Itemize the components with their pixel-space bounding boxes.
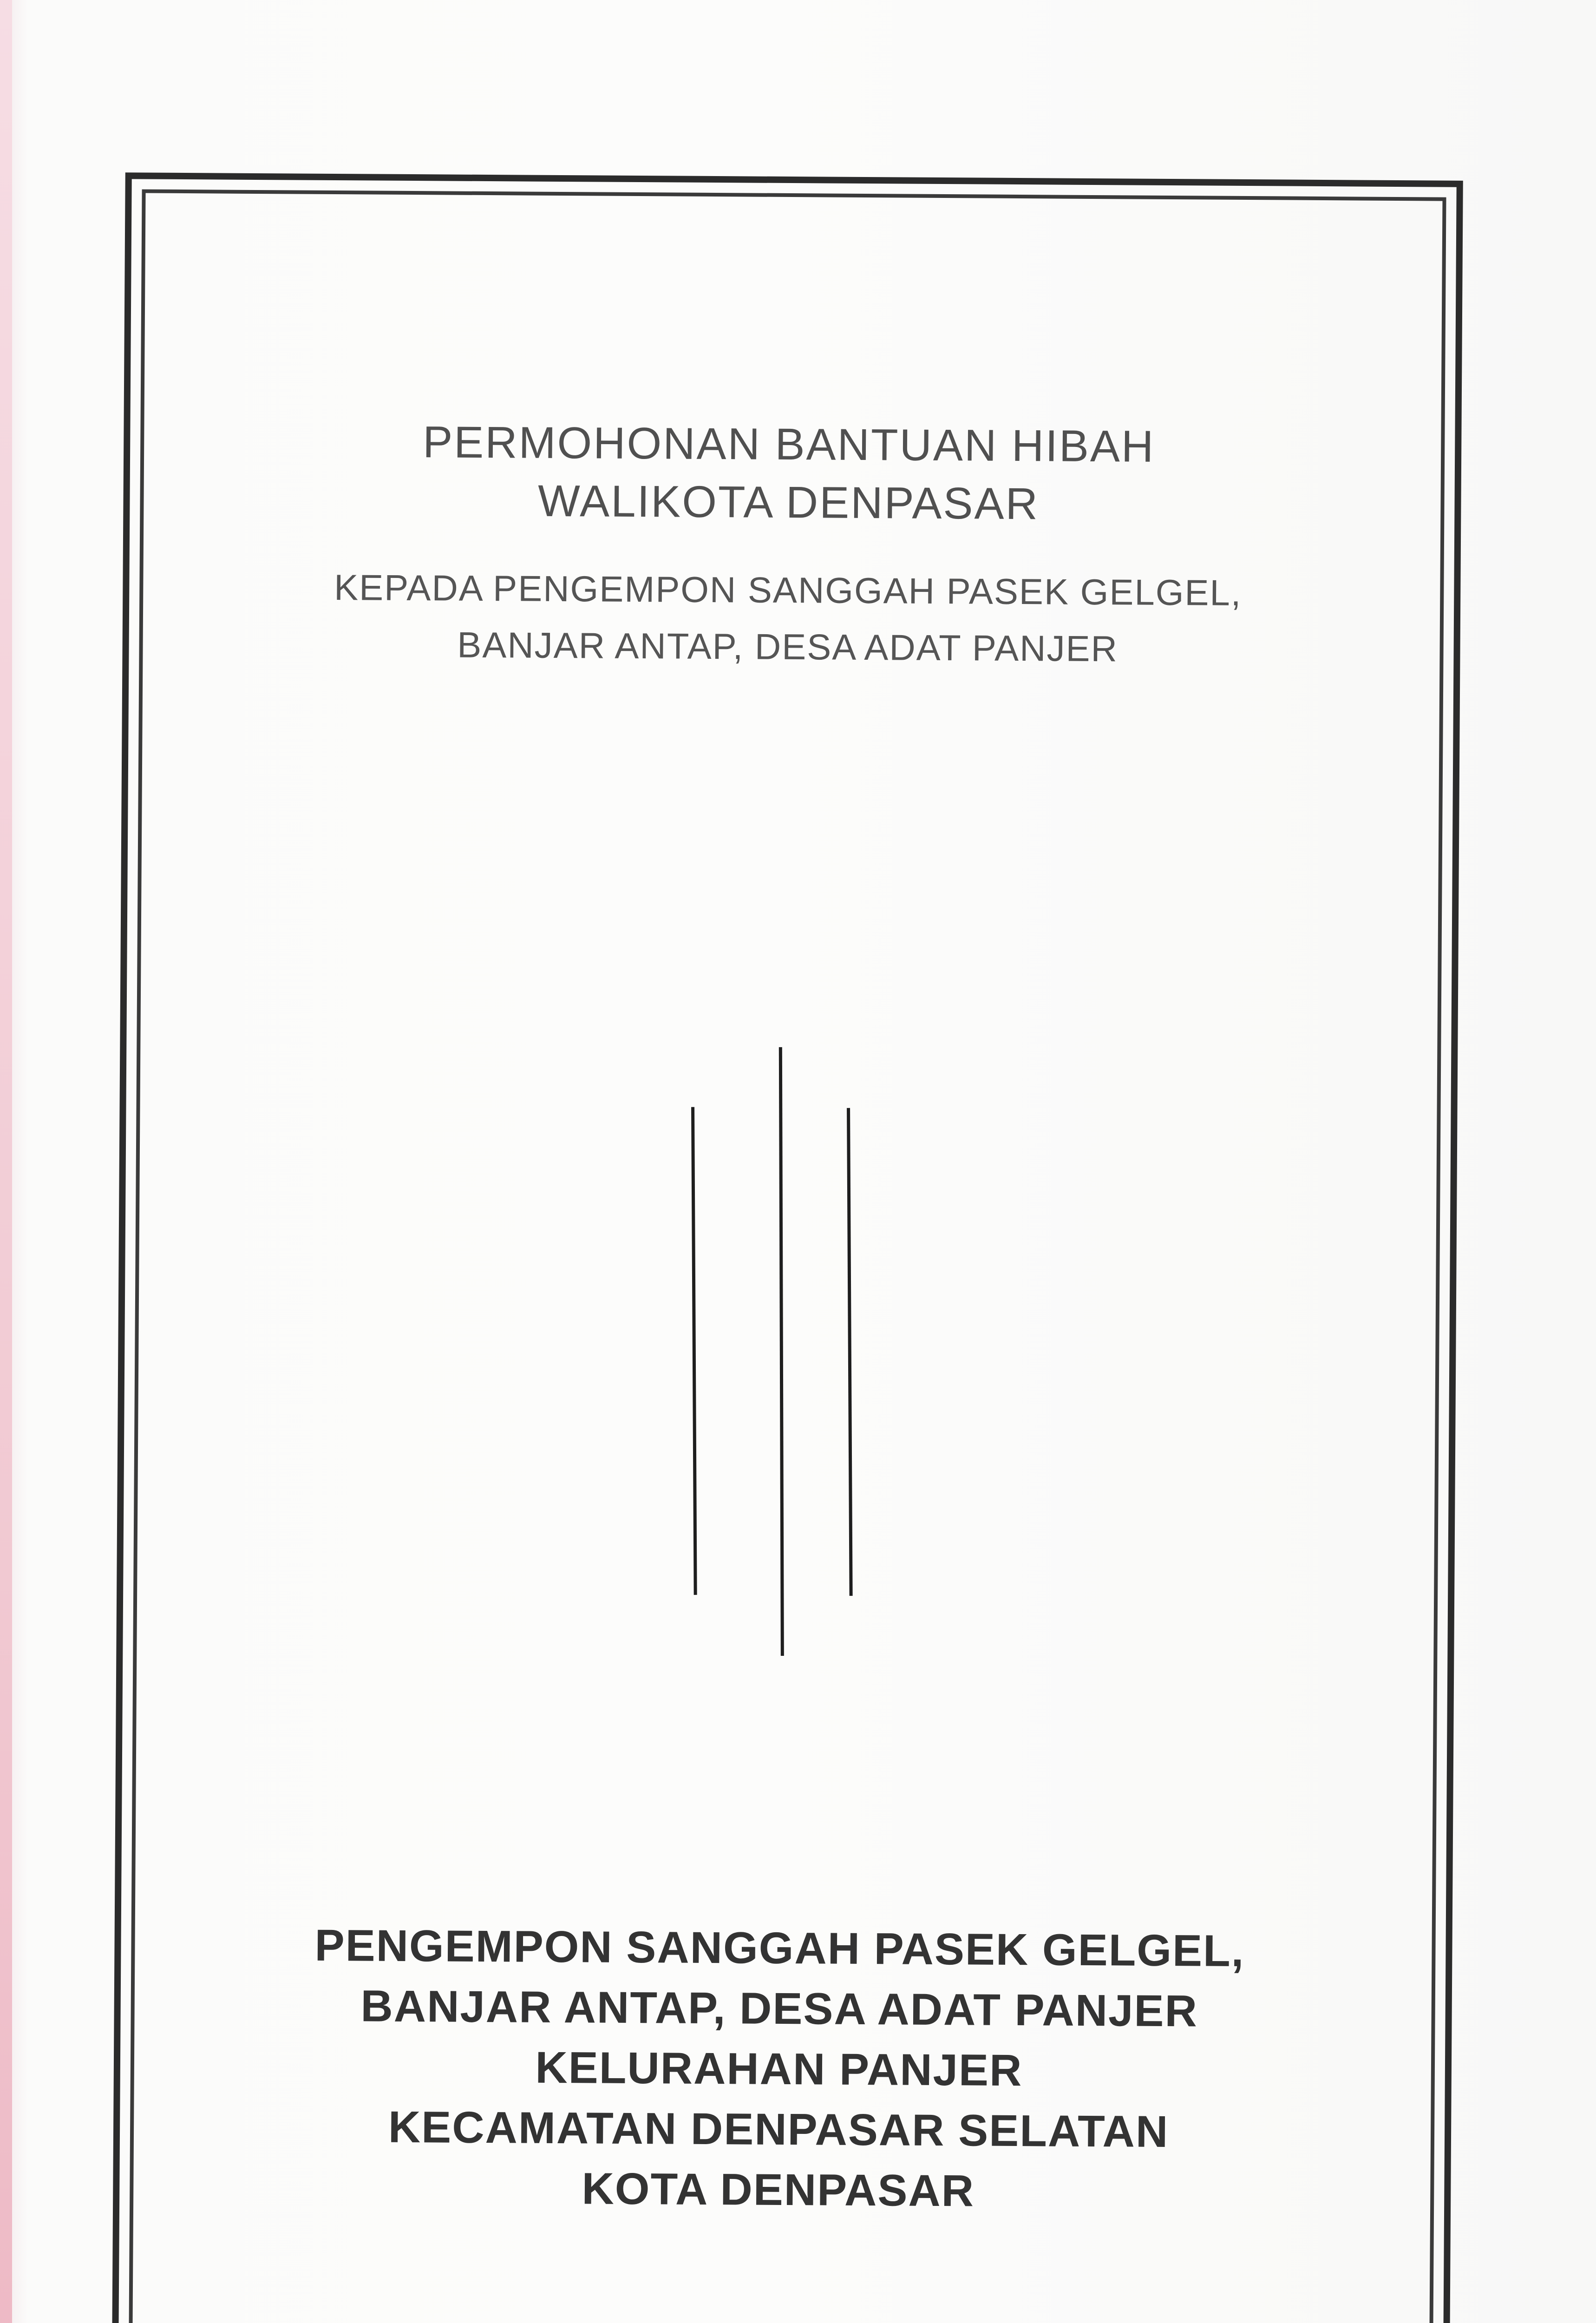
folder-edge bbox=[0, 0, 12, 2323]
ornament-line-center bbox=[777, 1047, 786, 1656]
footer-line-2: BANJAR ANTAP, DESA ADAT PANJER bbox=[360, 1981, 1198, 2036]
title-line-1: PERMOHONAN BANTUAN HIBAH bbox=[422, 417, 1155, 472]
footer-line-3: KELURAHAN PANJER bbox=[535, 2042, 1023, 2096]
recipient-line-2: BANJAR ANTAP, DESA ADAT PANJER bbox=[457, 624, 1119, 669]
ornament-line-right bbox=[845, 1108, 854, 1596]
page-border-outer bbox=[111, 172, 1463, 2323]
recipient-line-1: KEPADA PENGEMPON SANGGAH PASEK GELGEL, bbox=[334, 567, 1242, 613]
title-line-2: WALIKOTA DENPASAR bbox=[537, 476, 1040, 529]
footer-line-4: KECAMATAN DENPASAR SELATAN bbox=[388, 2102, 1169, 2157]
footer-line-1: PENGEMPON SANGGAH PASEK GELGEL, bbox=[314, 1920, 1245, 1976]
ornament-line-left bbox=[690, 1107, 698, 1595]
footer-line-5: KOTA DENPASAR bbox=[582, 2164, 975, 2216]
submitter-block bbox=[119, 1914, 1439, 2224]
